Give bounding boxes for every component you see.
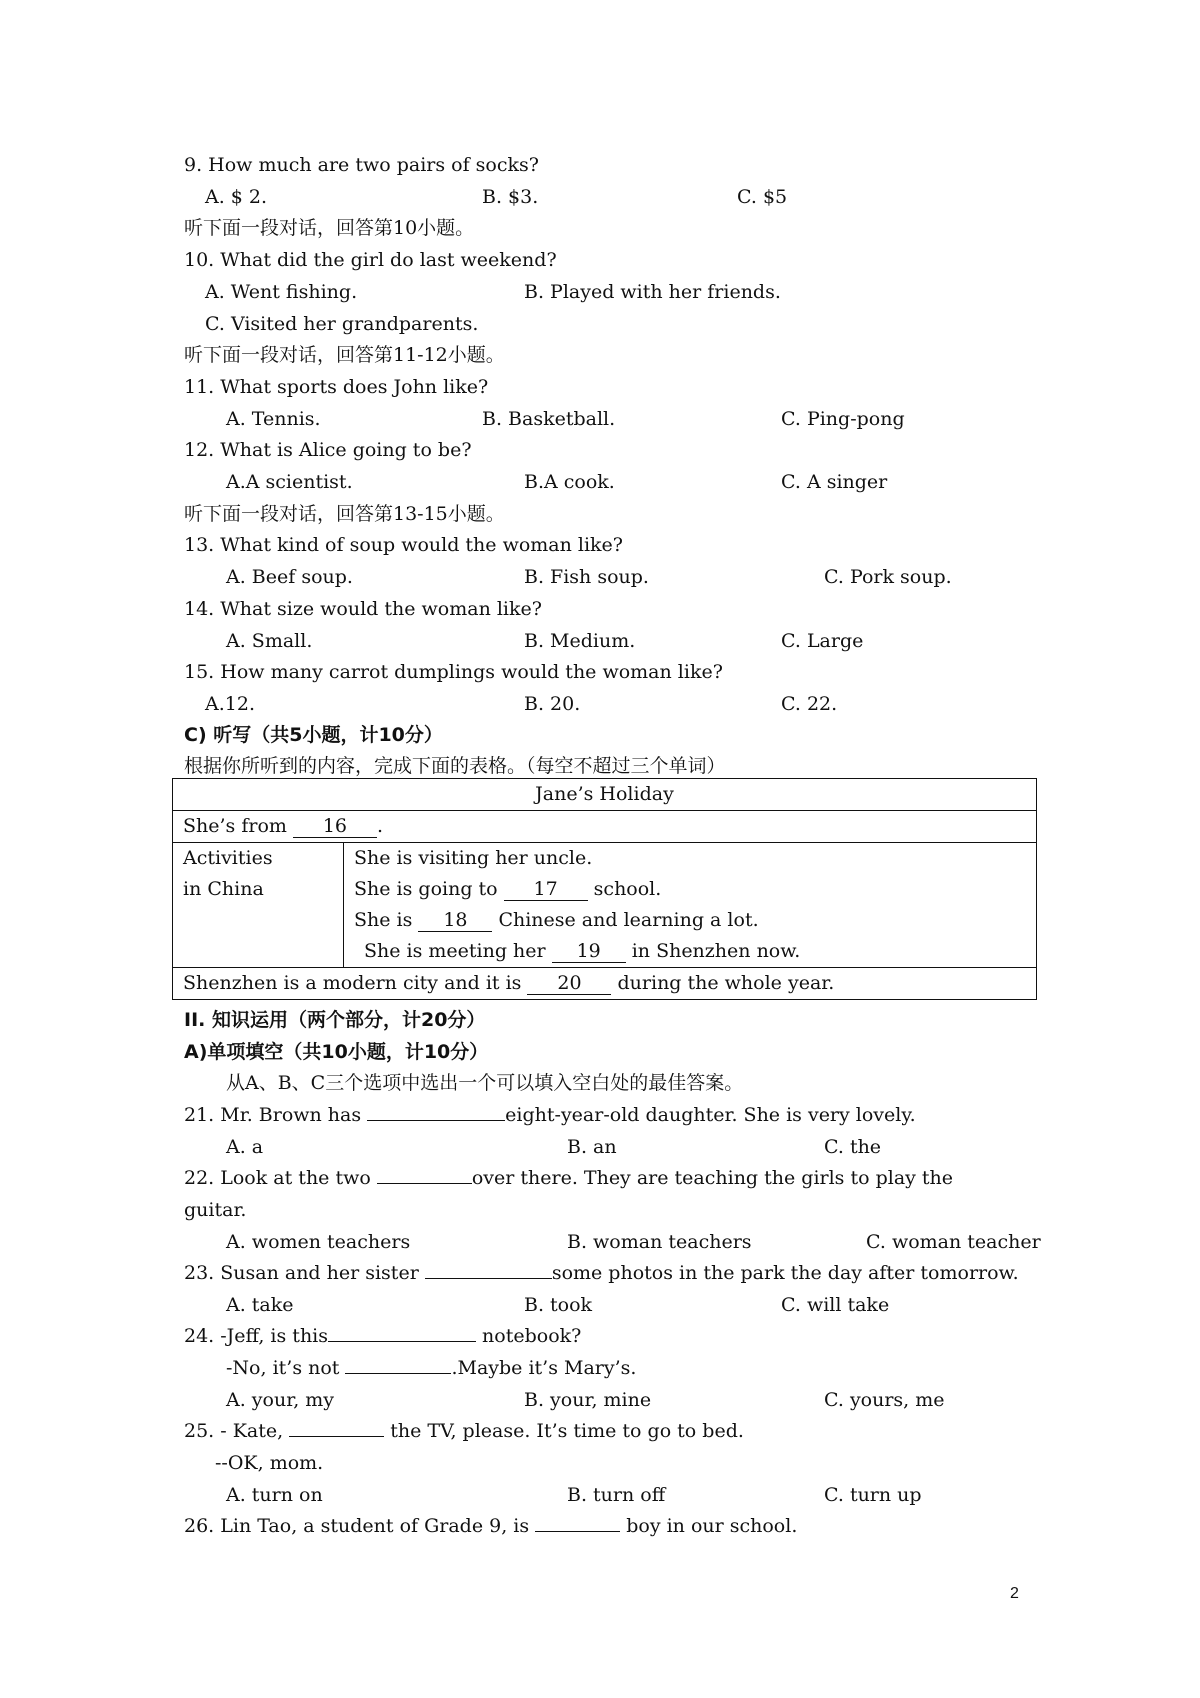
blank-18: 18 [418,909,492,932]
activities-label-line2: in China [183,878,264,900]
question-23-stem: 23. Susan and her sister some photos in the park the day after tomorrow. [184,1258,1019,1288]
activity-2: She is going to 17 school. [354,878,662,900]
q21-option-b: B. an [567,1136,617,1158]
q24-option-a: A. your, my [226,1389,335,1411]
q10-option-a: A. Went fishing. [205,281,358,303]
activities-list [344,843,1037,968]
row-from-text: She’s from [183,815,293,837]
q12-option-a: A.A scientist. [226,471,353,493]
question-9-stem: 9. How much are two pairs of socks? [184,154,539,176]
blank-26 [535,1511,620,1532]
q13-option-c: C. Pork soup. [824,566,952,588]
q24-option-b: B. your, mine [524,1389,652,1411]
table-row-shenzhen: Shenzhen is a modern city and it is 20 during the whole year. [173,968,1037,1000]
q22-option-b: B. woman teachers [567,1231,752,1253]
question-10-stem: 10. What did the girl do last weekend? [184,249,557,271]
blank-25 [289,1416,384,1437]
blank-16: 16 [293,815,377,838]
section-c-instruction: 根据你所听到的内容，完成下面的表格。（每空不超过三个单词） [184,755,726,777]
question-22-stem: 22. Look at the two over there. They are teaching the girls to play the [184,1163,953,1193]
blank-21 [367,1100,505,1121]
section-ii-instruction: 从A、B、C三个选项中选出一个可以填入空白处的最佳答案。 [226,1072,744,1094]
q23-option-c: C. will take [781,1294,890,1316]
activity-1: She is visiting her uncle. [354,847,593,869]
q22-option-c: C. woman teacher [866,1231,1041,1253]
q13-option-a: A. Beef soup. [226,566,353,588]
question-13-stem: 13. What kind of soup would the woman like? [184,534,623,556]
blank-24b [345,1353,451,1374]
q9-option-a: A. $ 2. [205,186,268,208]
blank-20: 20 [527,972,611,995]
blank-23 [425,1258,552,1279]
q9-option-b: B. $3. [482,186,539,208]
blank-24a [328,1321,476,1342]
table-title: Jane’s Holiday [173,779,1037,811]
activities-label-line1: Activities [183,847,273,869]
q14-option-b: B. Medium. [524,630,636,652]
question-22-cont: guitar. [184,1199,247,1221]
q24-option-c: C. yours, me [824,1389,945,1411]
intro-q10: 听下面一段对话，回答第10小题。 [184,217,475,239]
question-25-reply: --OK, mom. [215,1452,324,1474]
question-15-stem: 15. How many carrot dumplings would the woman like? [184,661,723,683]
q14-option-c: C. Large [781,630,864,652]
section-c-title: C) 听写（共5小题，计10分） [184,724,443,746]
row-from-end: . [376,815,383,837]
q11-option-b: B. Basketball. [482,408,616,430]
q9-option-c: C. $5 [737,186,788,208]
q25-option-c: C. turn up [824,1484,922,1506]
question-14-stem: 14. What size would the woman like? [184,598,542,620]
q23-option-a: A. take [226,1294,294,1316]
q12-option-b: B.A cook. [524,471,615,493]
intro-q11-12: 听下面一段对话，回答第11-12小题。 [184,344,505,366]
q21-option-c: C. the [824,1136,882,1158]
q11-option-a: A. Tennis. [226,408,321,430]
janes-holiday-table [172,778,1037,1000]
q11-option-c: C. Ping-pong [781,408,905,430]
q22-option-a: A. women teachers [226,1231,411,1253]
question-25-stem: 25. - Kate, the TV, please. It’s time to go to bed. [184,1416,744,1446]
q15-option-b: B. 20. [524,693,581,715]
activity-4: She is meeting her 19 in Shenzhen now. [364,940,801,962]
section-ii-a-title: A)单项填空（共10小题，计10分） [184,1041,489,1063]
q12-option-c: C. A singer [781,471,888,493]
blank-19: 19 [552,940,626,963]
question-12-stem: 12. What is Alice going to be? [184,439,472,461]
question-24-stem: 24. -Jeff, is this notebook? [184,1321,581,1351]
q14-option-a: A. Small. [226,630,313,652]
q10-option-c: C. Visited her grandparents. [205,313,479,335]
q15-option-a: A.12. [205,693,255,715]
q25-option-a: A. turn on [226,1484,323,1506]
table-row-from [173,811,1037,843]
q23-option-b: B. took [524,1294,593,1316]
activity-3: She is 18 Chinese and learning a lot. [354,909,759,931]
intro-q13-15: 听下面一段对话，回答第13-15小题。 [184,503,505,525]
q21-option-a: A. a [226,1136,264,1158]
activities-label [173,843,344,968]
question-26-stem: 26. Lin Tao, a student of Grade 9, is boy in our school. [184,1511,797,1541]
question-21-stem: 21. Mr. Brown has eight-year-old daughter. She is very lovely. [184,1100,916,1130]
blank-17: 17 [504,878,588,901]
section-ii-title: II. 知识运用（两个部分，计20分） [184,1009,486,1031]
blank-22 [377,1163,472,1184]
question-24-line2: -No, it’s not .Maybe it’s Mary’s. [226,1353,636,1383]
q13-option-b: B. Fish soup. [524,566,649,588]
question-11-stem: 11. What sports does John like? [184,376,489,398]
page-number: 2 [1010,1585,1019,1602]
q15-option-c: C. 22. [781,693,838,715]
q10-option-b: B. Played with her friends. [524,281,781,303]
q25-option-b: B. turn off [567,1484,666,1506]
